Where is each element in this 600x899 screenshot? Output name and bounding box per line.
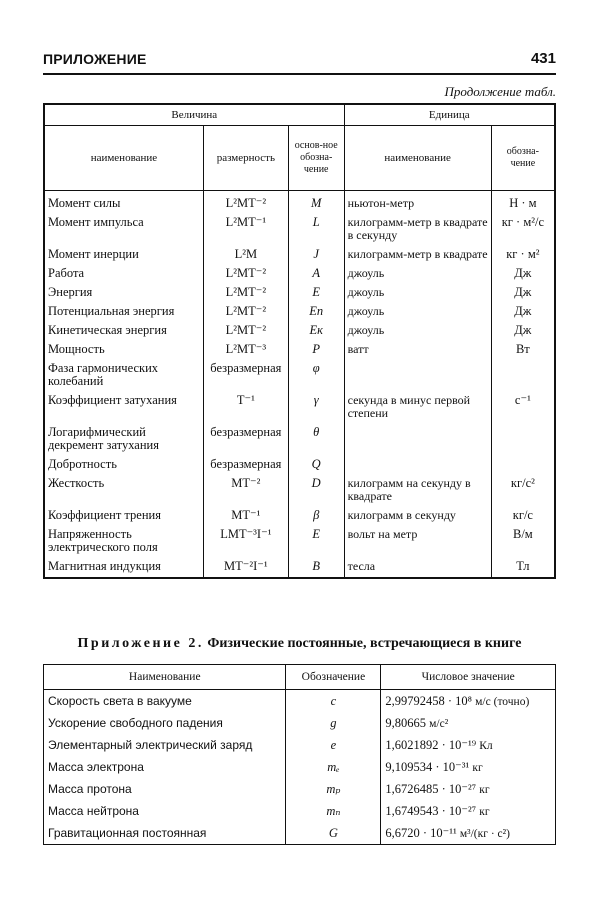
unit-symbol: кг · м² <box>491 245 555 264</box>
symbol: J <box>288 245 344 264</box>
unit-symbol: В/м <box>491 525 555 557</box>
constant-value: 1,6726485 · 10⁻²⁷ <box>385 782 477 796</box>
constant-unit: Кл <box>479 740 493 752</box>
constant-value: 1,6021892 · 10⁻¹⁹ <box>385 738 477 752</box>
unit-name <box>344 455 491 474</box>
symbol: L <box>288 213 344 245</box>
symbol: P <box>288 340 344 359</box>
table-row <box>44 213 555 245</box>
symbol: β <box>288 506 344 525</box>
quantity-name: Коэффициент трения <box>44 506 203 525</box>
continuation-note: Продолжение табл. <box>444 84 556 99</box>
group-header-quantity: Величина <box>44 104 344 126</box>
table-row <box>44 245 555 264</box>
table-row <box>44 391 555 423</box>
dimension: L²MT⁻² <box>203 321 288 340</box>
constant-symbol: e <box>286 734 381 756</box>
dimension: безразмерная <box>203 359 288 391</box>
unit-name: тесла <box>344 557 491 578</box>
table-row <box>44 822 556 845</box>
symbol: θ <box>288 423 344 455</box>
dimension: безразмерная <box>203 455 288 474</box>
section-title: ПРИЛОЖЕНИЕ <box>43 51 147 67</box>
quantity-name: Коэффициент затухания <box>44 391 203 423</box>
table-row <box>44 712 556 734</box>
dimension: L²MT⁻³ <box>203 340 288 359</box>
unit-name: джоуль <box>344 302 491 321</box>
unit-name: джоуль <box>344 264 491 283</box>
constant-value-cell <box>381 778 556 800</box>
dimension: L²MT⁻² <box>203 302 288 321</box>
unit-name: килограмм-метр в квадрате <box>344 245 491 264</box>
quantity-name: Жесткость <box>44 474 203 506</box>
table-row <box>44 525 555 557</box>
constant-value: 6,6720 · 10⁻¹¹ <box>385 826 457 840</box>
constant-name: Масса нейтрона <box>44 800 286 822</box>
constant-symbol: g <box>286 712 381 734</box>
quantity-name: Фаза гармонических колебаний <box>44 359 203 391</box>
unit-symbol: Вт <box>491 340 555 359</box>
quantity-name: Энергия <box>44 283 203 302</box>
constant-name: Скорость света в вакууме <box>44 690 286 713</box>
dimension: MT⁻²I⁻¹ <box>203 557 288 578</box>
constant-unit: кг <box>472 762 483 774</box>
unit-name: ватт <box>344 340 491 359</box>
constant-unit: кг <box>479 784 490 796</box>
constant-unit: м³/(кг · с²) <box>459 828 510 840</box>
dimension: T⁻¹ <box>203 391 288 423</box>
constant-symbol: G <box>286 822 381 845</box>
unit-symbol: Дж <box>491 321 555 340</box>
unit-symbol <box>491 423 555 455</box>
symbol: A <box>288 264 344 283</box>
quantity-name: Логарифмический декремент затухания <box>44 423 203 455</box>
constant-unit: кг <box>479 806 490 818</box>
symbol: E <box>288 283 344 302</box>
constant-unit: м/с² <box>429 717 449 730</box>
unit-name: килограмм-метр в квадрате в секунду <box>344 213 491 245</box>
symbol: E <box>288 525 344 557</box>
col-header-name: Наименование <box>44 665 286 690</box>
table-row <box>44 359 555 391</box>
constant-value-cell <box>381 712 556 734</box>
dimension: L²MT⁻² <box>203 264 288 283</box>
dimension: MT⁻² <box>203 474 288 506</box>
symbol: Eп <box>288 302 344 321</box>
table-row <box>44 756 556 778</box>
dimension: MT⁻¹ <box>203 506 288 525</box>
unit-symbol: кг/с <box>491 506 555 525</box>
unit-symbol: с⁻¹ <box>491 391 555 423</box>
unit-symbol: Дж <box>491 264 555 283</box>
col-header-value: Числовое значение <box>381 665 556 690</box>
constant-value: 9,80665 <box>385 715 426 730</box>
constant-name: Масса электрона <box>44 756 286 778</box>
quantity-name: Мощность <box>44 340 203 359</box>
quantity-name: Момент силы <box>44 191 203 214</box>
col-header-unit-symbol: обозна-чение <box>491 126 555 191</box>
constant-value-cell <box>381 690 556 713</box>
constant-symbol: c <box>286 690 381 713</box>
unit-symbol: Н · м <box>491 191 555 214</box>
col-header-symbol: основ-ное обозна-чение <box>288 126 344 191</box>
table-row <box>44 264 555 283</box>
constant-value: 9,109534 · 10⁻³¹ <box>385 760 470 774</box>
col-header-unit-name: наименование <box>344 126 491 191</box>
quantity-name: Потенциальная энергия <box>44 302 203 321</box>
dimension: L²M <box>203 245 288 264</box>
table-row <box>44 557 555 578</box>
constant-value-cell <box>381 734 556 756</box>
quantity-name: Момент инерции <box>44 245 203 264</box>
table-row <box>44 455 555 474</box>
group-header-unit: Единица <box>344 104 555 126</box>
table-row <box>44 340 555 359</box>
unit-name: ньютон-метр <box>344 191 491 214</box>
unit-name <box>344 359 491 391</box>
table-row <box>44 321 555 340</box>
table-row <box>44 302 555 321</box>
quantity-name: Напряженность электрического поля <box>44 525 203 557</box>
appendix2-title <box>43 636 556 652</box>
unit-symbol: кг · м²/с <box>491 213 555 245</box>
table-row <box>44 283 555 302</box>
units-table <box>43 103 556 579</box>
dimension: LMT⁻³I⁻¹ <box>203 525 288 557</box>
col-header-name: наименование <box>44 126 203 191</box>
unit-name: килограмм в секунду <box>344 506 491 525</box>
col-header-dimension: размерность <box>203 126 288 191</box>
unit-name: секунда в минус первой степени <box>344 391 491 423</box>
quantity-name: Работа <box>44 264 203 283</box>
table-row <box>44 191 555 214</box>
table-row <box>44 506 555 525</box>
constants-table-body <box>44 690 556 845</box>
col-header-symbol: Обозначение <box>286 665 381 690</box>
constant-symbol: mₑ <box>286 756 381 778</box>
symbol: Eк <box>288 321 344 340</box>
dimension: безразмерная <box>203 423 288 455</box>
constant-value: 2,99792458 · 10⁸ <box>385 693 473 708</box>
table-row <box>44 778 556 800</box>
unit-name: джоуль <box>344 283 491 302</box>
constant-value-cell <box>381 756 556 778</box>
unit-name <box>344 423 491 455</box>
table-row <box>44 474 555 506</box>
symbol: B <box>288 557 344 578</box>
symbol: D <box>288 474 344 506</box>
unit-symbol <box>491 359 555 391</box>
dimension: L²MT⁻² <box>203 191 288 214</box>
appendix2-title-prefix: Приложение 2. <box>77 636 204 651</box>
unit-symbol: кг/с² <box>491 474 555 506</box>
unit-name: килограмм на секунду в квадрате <box>344 474 491 506</box>
unit-symbol <box>491 455 555 474</box>
unit-symbol: Тл <box>491 557 555 578</box>
constant-value: 1,6749543 · 10⁻²⁷ <box>385 804 477 818</box>
appendix2-title-text: Физические постоянные, встречающиеся в книге <box>207 636 522 651</box>
quantity-name: Момент импульса <box>44 213 203 245</box>
constants-table <box>43 664 556 845</box>
constant-name: Элементарный электрический заряд <box>44 734 286 756</box>
table-row <box>44 734 556 756</box>
quantity-name: Добротность <box>44 455 203 474</box>
constant-name: Гравитационная постоянная <box>44 822 286 845</box>
constant-symbol: mₙ <box>286 800 381 822</box>
quantity-name: Магнитная индукция <box>44 557 203 578</box>
unit-symbol: Дж <box>491 283 555 302</box>
unit-symbol: Дж <box>491 302 555 321</box>
constant-value-cell <box>381 800 556 822</box>
constant-name: Ускорение свободного падения <box>44 712 286 734</box>
quantity-name: Кинетическая энергия <box>44 321 203 340</box>
constant-symbol: mₚ <box>286 778 381 800</box>
constant-value-cell <box>381 822 556 845</box>
dimension: L²MT⁻² <box>203 283 288 302</box>
table-row <box>44 690 556 713</box>
symbol: Q <box>288 455 344 474</box>
unit-name: джоуль <box>344 321 491 340</box>
dimension: L²MT⁻¹ <box>203 213 288 245</box>
unit-name: вольт на метр <box>344 525 491 557</box>
page-header <box>43 47 556 75</box>
constant-unit: м/с (точно) <box>475 695 530 708</box>
symbol: γ <box>288 391 344 423</box>
units-table-body <box>44 191 555 579</box>
symbol: φ <box>288 359 344 391</box>
symbol: M <box>288 191 344 214</box>
constant-name: Масса протона <box>44 778 286 800</box>
table-row <box>44 423 555 455</box>
table-row <box>44 800 556 822</box>
page-number: 431 <box>530 50 556 67</box>
